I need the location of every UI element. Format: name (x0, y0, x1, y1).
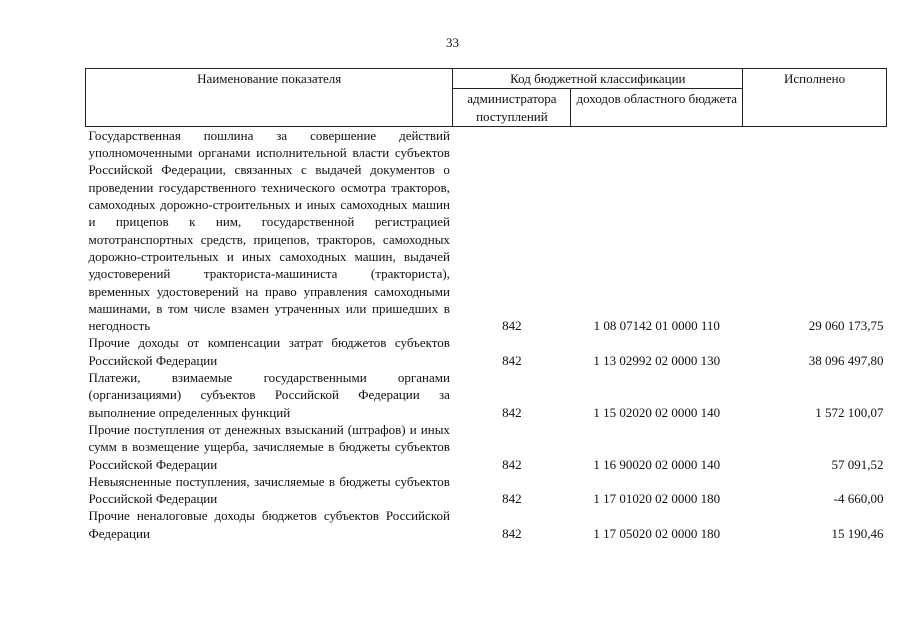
table-row (86, 473, 887, 508)
income-code: 1 13 02992 02 0000 130 (593, 352, 721, 368)
header-executed: Исполнено (743, 69, 887, 127)
header-income-code: доходов областного бюджета (571, 89, 743, 127)
income-code: 1 17 01020 02 0000 180 (593, 491, 721, 507)
income-code: 1 08 07142 01 0000 110 (593, 318, 720, 334)
executed-amount: 1 572 100,07 (815, 404, 884, 420)
header-indicator-name: Наименование показателя (86, 69, 453, 127)
table-header (86, 69, 887, 127)
executed-amount: -4 660,00 (833, 491, 884, 507)
executed-amount: 57 091,52 (831, 456, 884, 472)
indicator-name: Прочие доходы от компенсации затрат бюджетов субъектов Российской Федерации (88, 335, 450, 368)
admin-code: 842 (502, 352, 522, 368)
executed-amount: 29 060 173,75 (808, 318, 884, 334)
table-row (86, 126, 887, 334)
income-code: 1 16 90020 02 0000 140 (593, 456, 721, 472)
admin-code: 842 (502, 491, 522, 507)
admin-code: 842 (502, 404, 522, 420)
income-code: 1 15 02020 02 0000 140 (593, 404, 721, 420)
page-number: 33 (446, 35, 459, 50)
income-code: 1 17 05020 02 0000 180 (593, 525, 721, 541)
indicator-name: Платежи, взимаемые государственными органами (организациями) субъектов Российской Федерации за выполнение определенных функций (88, 370, 450, 420)
executed-amount: 15 190,46 (831, 525, 884, 541)
table-row (86, 334, 887, 369)
indicator-name: Невыясненные поступления, зачисляемые в бюджеты субъектов Российской Федерации (88, 473, 450, 507)
admin-code: 842 (502, 525, 522, 541)
admin-code: 842 (502, 318, 522, 334)
budget-table (85, 68, 887, 542)
indicator-name: Государственная пошлина за совершение действий уполномоченными органами исполнительной власти субъектов Российской Федерации, связанных с выдачей документов о проведении государственного технического осмотра тракторов, самоходных дорожно-строительных и иных самоходных машин и прицепов к ним, государственной регистрацией мототранспортных средств, прицепов, тракторов, самоходных дорожно-строительных и иных самоходных машин, выдачей удостоверений тракториста-машиниста (тракториста), временных удостоверений на право управления самоходными машинами, в том числе взамен утраченных или пришедших в негодность (88, 127, 450, 334)
admin-code: 842 (502, 456, 522, 472)
indicator-name: Прочие неналоговые доходы бюджетов субъектов Российской Федерации (88, 508, 450, 541)
indicator-name: Прочие поступления от денежных взысканий (штрафов) и иных сумм в возмещение ущерба, зачисляемые в бюджеты субъектов Российской Федерации (88, 421, 450, 472)
table-row (86, 507, 887, 542)
table-row (86, 421, 887, 473)
header-admin-code: администратора поступлений (453, 89, 571, 127)
executed-amount: 38 096 497,80 (808, 352, 884, 368)
table-row (86, 369, 887, 421)
table-body (86, 126, 887, 542)
header-budget-classification-code: Код бюджетной классификации (453, 69, 743, 89)
